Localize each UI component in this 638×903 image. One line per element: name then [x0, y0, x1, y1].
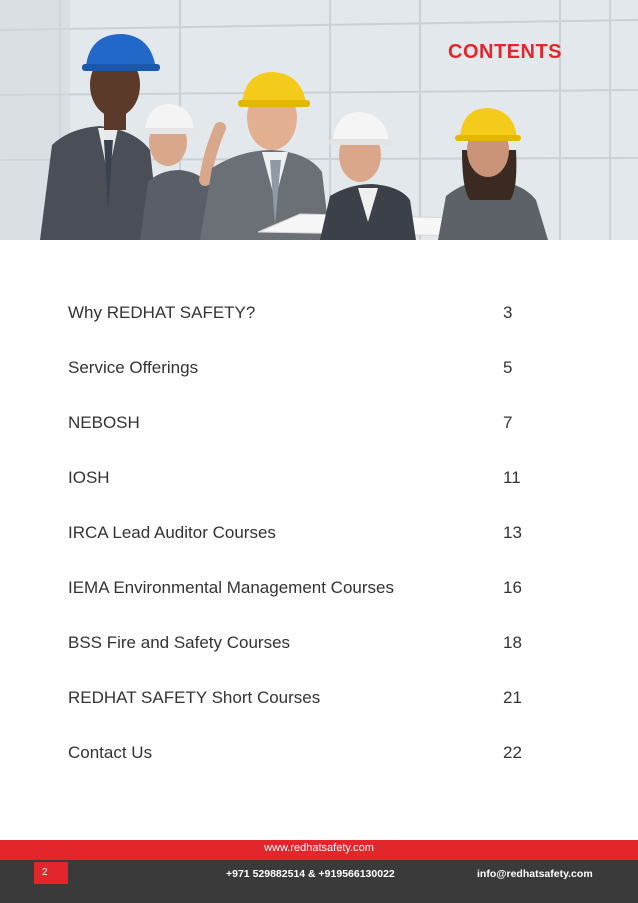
toc-item-nebosh[interactable] [68, 409, 528, 439]
toc-item-short-courses[interactable] [68, 684, 528, 714]
toc-item-page: 3 [503, 303, 513, 322]
toc-item-page: 22 [503, 743, 522, 762]
toc-item-page: 11 [503, 468, 521, 487]
toc-item-label: IRCA Lead Auditor Courses [68, 523, 276, 542]
toc-item-label: IOSH [68, 468, 110, 487]
page-number-badge: 2 [34, 862, 68, 884]
page-title: CONTENTS [448, 41, 562, 63]
footer-phone: +971 529882514 & +919566130022 [226, 868, 395, 880]
toc-item-page: 16 [503, 578, 522, 597]
toc-item-why-redhat-safety[interactable] [68, 299, 528, 329]
toc-item-label: REDHAT SAFETY Short Courses [68, 688, 321, 707]
toc-item-page: 21 [503, 688, 522, 707]
footer-website [0, 842, 638, 854]
website-link[interactable]: www.redhatsafety.com [264, 842, 374, 854]
toc-item-page: 5 [503, 358, 513, 377]
toc-item-bss[interactable] [68, 629, 528, 659]
toc-item-iema[interactable] [68, 574, 528, 604]
toc-item-iosh[interactable] [68, 464, 528, 494]
footer-dark-bar [0, 860, 638, 903]
toc-item-page: 18 [503, 633, 522, 652]
toc-item-label: BSS Fire and Safety Courses [68, 633, 291, 652]
toc-item-label: NEBOSH [68, 413, 140, 432]
toc-item-label: Service Offerings [68, 358, 199, 377]
toc-item-irca[interactable] [68, 519, 528, 549]
toc-item-contact-us[interactable] [68, 739, 528, 769]
hero-image [0, 0, 638, 240]
toc-item-label: Why REDHAT SAFETY? [68, 303, 256, 322]
toc-item-label: Contact Us [68, 743, 153, 762]
toc-item-label: IEMA Environmental Management Courses [68, 578, 394, 597]
toc-item-page: 13 [503, 523, 522, 542]
workers-illustration [0, 0, 638, 240]
toc-item-page: 7 [503, 413, 513, 432]
toc-item-service-offerings[interactable] [68, 354, 528, 384]
footer-email-link[interactable]: info@redhatsafety.com [477, 868, 593, 880]
